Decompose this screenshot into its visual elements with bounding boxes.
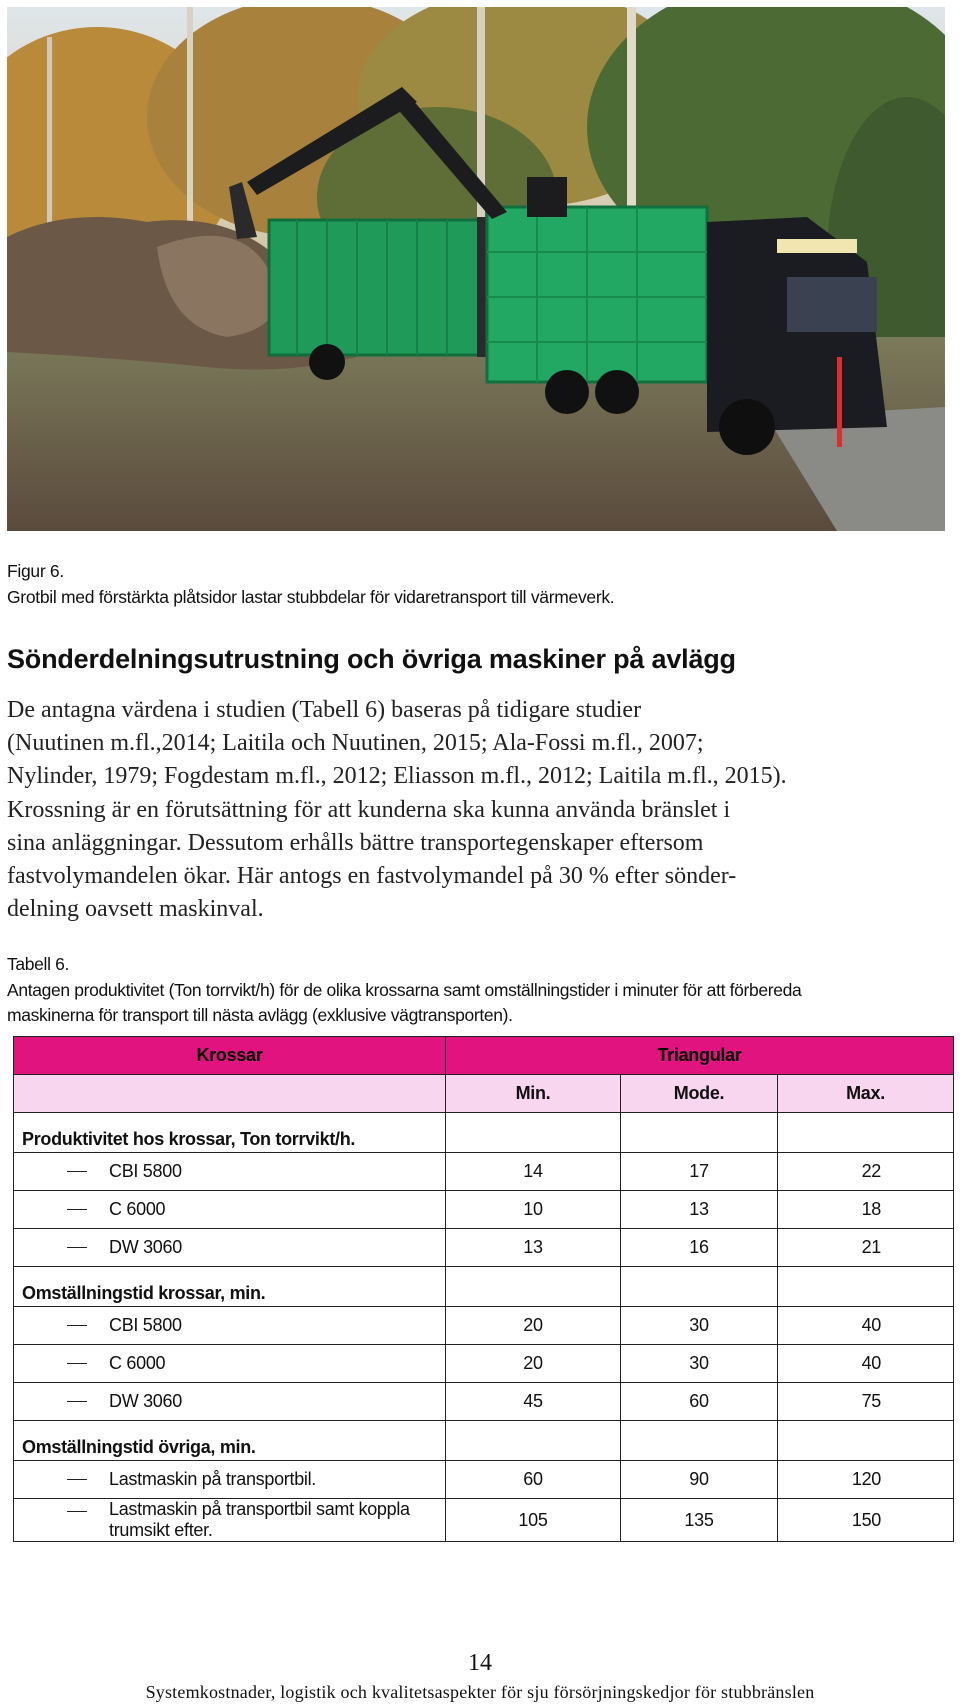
table-label: Tabell 6. — [7, 954, 70, 974]
body-line: Krossning är en förutsättning för att kunderna ska kunna använda bränslet i — [7, 796, 731, 823]
page-footer: Systemkostnader, logistik och kvalitetsaspekter för sju försörjningskedjor för stubbränslen — [145, 1682, 815, 1702]
body-line: sina anläggningar. Dessutom erhålls bättre transportegenskaper eftersom — [7, 829, 704, 856]
empty-cell — [446, 1267, 621, 1307]
cell-max: 18 — [778, 1191, 954, 1229]
cell-max: 22 — [778, 1153, 954, 1191]
table-subheader-row — [14, 1075, 954, 1113]
cell-min: 60 — [446, 1461, 621, 1499]
body-line: De antagna värdena i studien (Tabell 6) baseras på tidigare studier — [7, 697, 642, 723]
dash-marker — [67, 1325, 87, 1326]
dash-marker — [67, 1363, 87, 1364]
table-caption — [7, 952, 947, 1029]
body-line: Nylinder, 1979; Fogdestam m.fl., 2012; Eliasson m.fl., 2012; Laitila m.fl., 2015). — [7, 763, 787, 790]
figure-caption — [7, 558, 947, 610]
table-row — [14, 1345, 954, 1383]
dash-marker — [67, 1247, 87, 1248]
cell-mode: 30 — [621, 1307, 778, 1345]
cell-min: 13 — [446, 1229, 621, 1267]
row-label — [109, 1499, 410, 1541]
figure-photo — [7, 7, 945, 531]
body-paragraph — [7, 694, 947, 926]
empty-cell — [778, 1113, 954, 1153]
empty-cell — [778, 1267, 954, 1307]
body-line: delning oavsett maskinval. — [7, 896, 264, 923]
cell-mode: 60 — [621, 1383, 778, 1421]
cell-min: 20 — [446, 1307, 621, 1345]
row-label: CBI 5800 — [109, 1161, 182, 1181]
table-row — [14, 1461, 954, 1499]
cell-max: 120 — [778, 1461, 954, 1499]
cell-mode: 135 — [621, 1499, 778, 1542]
row-label: C 6000 — [109, 1199, 166, 1219]
table-row — [14, 1307, 954, 1345]
row-label-line: Lastmaskin på transportbil samt koppla — [109, 1499, 410, 1519]
empty-cell — [621, 1421, 778, 1461]
table-row — [14, 1191, 954, 1229]
cell-max: 21 — [778, 1229, 954, 1267]
cell-max: 40 — [778, 1345, 954, 1383]
cell-min: 45 — [446, 1383, 621, 1421]
figure-caption-text: Grotbil med förstärkta plåtsidor lastar stubbdelar för vidaretransport till värmeverk. — [7, 587, 615, 607]
figure-label: Figur 6. — [7, 561, 64, 581]
table-row — [14, 1499, 954, 1542]
cell-min: 10 — [446, 1191, 621, 1229]
table-row — [14, 1229, 954, 1267]
header-max: Max. — [778, 1075, 954, 1113]
dash-marker — [67, 1401, 87, 1402]
section-title: Omställningstid övriga, min. — [14, 1421, 446, 1461]
body-line: fastvolymandelen ökar. Här antogs en fastvolymandel på 30 % efter sönder- — [7, 863, 737, 890]
section-heading: Sönderdelningsutrustning och övriga maskiner på avlägg — [7, 644, 736, 674]
cell-mode: 90 — [621, 1461, 778, 1499]
cell-min: 105 — [446, 1499, 621, 1542]
row-label: Lastmaskin på transportbil. — [109, 1469, 317, 1489]
cell-mode: 30 — [621, 1345, 778, 1383]
dash-marker — [67, 1209, 87, 1210]
section-title: Produktivitet hos krossar, Ton torrvikt/h. — [14, 1113, 446, 1153]
header-krossar: Krossar — [14, 1037, 446, 1075]
header-empty — [14, 1075, 446, 1113]
empty-cell — [621, 1113, 778, 1153]
section-row — [14, 1421, 954, 1461]
empty-cell — [778, 1421, 954, 1461]
empty-cell — [446, 1421, 621, 1461]
header-min: Min. — [446, 1075, 621, 1113]
cell-max: 40 — [778, 1307, 954, 1345]
row-label: DW 3060 — [109, 1237, 182, 1257]
table-caption-line: maskinerna för transport till nästa avlägg (exklusive vägtransporten). — [7, 1005, 513, 1025]
empty-cell — [621, 1267, 778, 1307]
cell-min: 20 — [446, 1345, 621, 1383]
row-label: C 6000 — [109, 1353, 166, 1373]
header-triangular: Triangular — [446, 1037, 954, 1075]
dash-marker — [67, 1479, 87, 1480]
cell-max: 150 — [778, 1499, 954, 1542]
dash-marker — [67, 1171, 87, 1172]
cell-mode: 16 — [621, 1229, 778, 1267]
row-label-line: trumsikt efter. — [109, 1520, 213, 1540]
section-title: Omställningstid krossar, min. — [14, 1267, 446, 1307]
row-label: CBI 5800 — [109, 1315, 182, 1335]
cell-min: 14 — [446, 1153, 621, 1191]
section-row — [14, 1113, 954, 1153]
table-row — [14, 1383, 954, 1421]
table-caption-line: Antagen produktivitet (Ton torrvikt/h) för de olika krossarna samt omställningstider i minuter för att förbereda — [7, 979, 802, 1000]
body-line: (Nuutinen m.fl.,2014; Laitila och Nuutinen, 2015; Ala-Fossi m.fl., 2007; — [7, 730, 704, 757]
data-table — [13, 1036, 954, 1542]
table-header-row — [14, 1037, 954, 1075]
section-row — [14, 1267, 954, 1307]
table-row — [14, 1153, 954, 1191]
header-mode: Mode. — [621, 1075, 778, 1113]
cell-mode: 17 — [621, 1153, 778, 1191]
page-number: 14 — [468, 1650, 492, 1676]
row-label: DW 3060 — [109, 1391, 182, 1411]
empty-cell — [446, 1113, 621, 1153]
cell-max: 75 — [778, 1383, 954, 1421]
cell-mode: 13 — [621, 1191, 778, 1229]
dash-marker — [67, 1511, 87, 1512]
